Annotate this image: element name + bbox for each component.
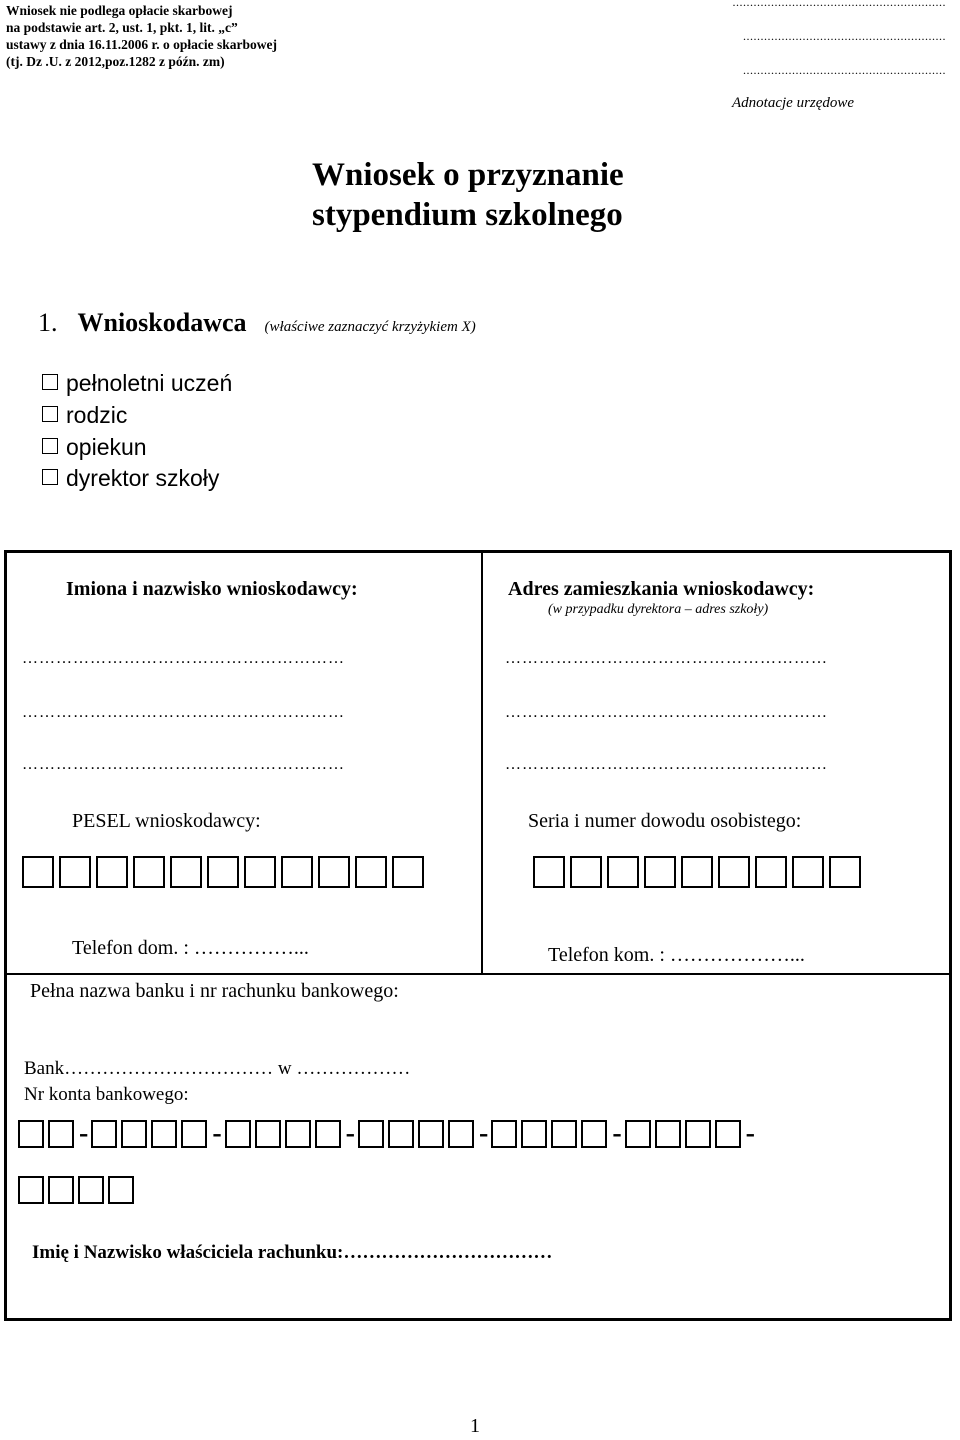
option-label: opiekun: [66, 434, 147, 460]
account-digit-box[interactable]: [551, 1120, 577, 1148]
row-divider: [4, 973, 952, 975]
account-digit-box[interactable]: [358, 1120, 384, 1148]
id-char-box[interactable]: [755, 856, 787, 888]
option-guardian[interactable]: [42, 434, 147, 461]
address-field-line[interactable]: …………………………………………………: [505, 650, 828, 667]
account-digit-box[interactable]: [448, 1120, 474, 1148]
account-digit-box[interactable]: [418, 1120, 444, 1148]
bank-name-line[interactable]: Bank…………………………… w ………………: [24, 1058, 411, 1079]
account-separator: -: [345, 1118, 355, 1149]
name-field-line[interactable]: …………………………………………………: [22, 704, 345, 721]
id-char-box[interactable]: [792, 856, 824, 888]
account-label: Nr konta bankowego:: [24, 1084, 189, 1105]
account-digit-box[interactable]: [625, 1120, 651, 1148]
account-digit-box[interactable]: [78, 1176, 104, 1204]
note-line: na podstawie art. 2, ust. 1, pkt. 1, lit. „c”: [6, 20, 238, 35]
id-card-label: Seria i numer dowodu osobistego:: [528, 810, 802, 832]
option-parent[interactable]: [42, 402, 127, 429]
account-digit-box[interactable]: [48, 1120, 74, 1148]
account-digit-box[interactable]: [225, 1120, 251, 1148]
address-field-line[interactable]: …………………………………………………: [505, 704, 828, 721]
checkbox[interactable]: [42, 406, 58, 422]
account-owner-line[interactable]: Imię i Nazwisko właściciela rachunku:……………………………: [32, 1242, 553, 1263]
address-sublabel: (w przypadku dyrektora – adres szkoły): [548, 602, 769, 617]
column-divider: [481, 550, 483, 975]
pesel-digit-box[interactable]: [133, 856, 165, 888]
account-number-boxes[interactable]: [18, 1120, 758, 1148]
account-digit-box[interactable]: [151, 1120, 177, 1148]
office-dot-line: .............................................................: [732, 0, 946, 9]
pesel-digit-box[interactable]: [244, 856, 276, 888]
office-notes-label: Adnotacje urzędowe: [732, 95, 855, 111]
id-char-box[interactable]: [607, 856, 639, 888]
bank-heading: Pełna nazwa banku i nr rachunku bankowego:: [30, 980, 399, 1002]
account-digit-box[interactable]: [255, 1120, 281, 1148]
account-digit-box[interactable]: [521, 1120, 547, 1148]
section-number: 1.: [38, 308, 58, 337]
id-card-boxes[interactable]: [533, 856, 861, 888]
fee-exemption-note: [6, 2, 277, 70]
account-separator: -: [79, 1118, 89, 1149]
page-number: 1: [470, 1415, 480, 1437]
section-heading: [38, 308, 476, 338]
checkbox[interactable]: [42, 469, 58, 485]
pesel-digit-box[interactable]: [59, 856, 91, 888]
document-title: [312, 155, 624, 235]
pesel-digit-box[interactable]: [355, 856, 387, 888]
address-label: Adres zamieszkania wnioskodawcy:: [508, 578, 815, 600]
pesel-digit-box[interactable]: [96, 856, 128, 888]
pesel-digit-box[interactable]: [318, 856, 350, 888]
account-digit-box[interactable]: [491, 1120, 517, 1148]
account-separator: -: [212, 1118, 222, 1149]
account-digit-box[interactable]: [18, 1176, 44, 1204]
id-char-box[interactable]: [829, 856, 861, 888]
id-char-box[interactable]: [533, 856, 565, 888]
pesel-label: PESEL wnioskodawcy:: [72, 810, 261, 832]
pesel-digit-box[interactable]: [207, 856, 239, 888]
account-number-boxes-tail[interactable]: [18, 1176, 138, 1204]
option-label: rodzic: [66, 402, 128, 428]
note-line: ustawy z dnia 16.11.2006 r. o opłacie skarbowej: [6, 37, 278, 52]
title-line-1: Wniosek o przyznanie: [312, 157, 624, 193]
account-separator: -: [745, 1118, 755, 1149]
pesel-digit-box[interactable]: [281, 856, 313, 888]
account-digit-box[interactable]: [581, 1120, 607, 1148]
account-digit-box[interactable]: [715, 1120, 741, 1148]
option-adult-student[interactable]: [42, 370, 232, 397]
name-field-line[interactable]: …………………………………………………: [22, 650, 345, 667]
account-separator: -: [478, 1118, 489, 1149]
office-dot-line: ..........................................................: [743, 29, 946, 43]
account-digit-box[interactable]: [48, 1176, 74, 1204]
pesel-boxes[interactable]: [22, 856, 424, 888]
id-char-box[interactable]: [644, 856, 676, 888]
account-digit-box[interactable]: [315, 1120, 341, 1148]
note-line: Wniosek nie podlega opłacie skarbowej: [6, 3, 233, 18]
note-line: (tj. Dz .U. z 2012,poz.1282 z późn. zm): [6, 54, 225, 69]
id-char-box[interactable]: [718, 856, 750, 888]
section-hint: (właściwe zaznaczyć krzyżykiem X): [264, 319, 476, 335]
name-label: Imiona i nazwisko wnioskodawcy:: [66, 578, 358, 600]
account-separator: -: [612, 1118, 622, 1149]
pesel-digit-box[interactable]: [170, 856, 202, 888]
phone-mobile[interactable]: Telefon kom. : ………………...: [548, 944, 805, 966]
title-line-2: stypendium szkolnego: [312, 197, 623, 233]
account-digit-box[interactable]: [285, 1120, 311, 1148]
account-digit-box[interactable]: [388, 1120, 414, 1148]
account-digit-box[interactable]: [108, 1176, 134, 1204]
account-digit-box[interactable]: [121, 1120, 147, 1148]
office-dot-line: ..........................................................: [743, 63, 946, 77]
option-label: pełnoletni uczeń: [66, 370, 233, 396]
pesel-digit-box[interactable]: [392, 856, 424, 888]
option-school-director[interactable]: [42, 465, 219, 492]
checkbox[interactable]: [42, 438, 58, 454]
checkbox[interactable]: [42, 374, 58, 390]
section-title: Wnioskodawca: [77, 308, 247, 337]
option-label: dyrektor szkoły: [66, 465, 220, 491]
account-digit-box[interactable]: [181, 1120, 207, 1148]
account-digit-box[interactable]: [18, 1120, 44, 1148]
address-field-line[interactable]: …………………………………………………: [505, 756, 828, 773]
account-digit-box[interactable]: [655, 1120, 681, 1148]
phone-home[interactable]: Telefon dom. : ……………...: [72, 937, 309, 959]
id-char-box[interactable]: [681, 856, 713, 888]
account-digit-box[interactable]: [91, 1120, 117, 1148]
account-digit-box[interactable]: [685, 1120, 711, 1148]
name-field-line[interactable]: …………………………………………………: [22, 756, 345, 773]
pesel-digit-box[interactable]: [22, 856, 54, 888]
id-char-box[interactable]: [570, 856, 602, 888]
